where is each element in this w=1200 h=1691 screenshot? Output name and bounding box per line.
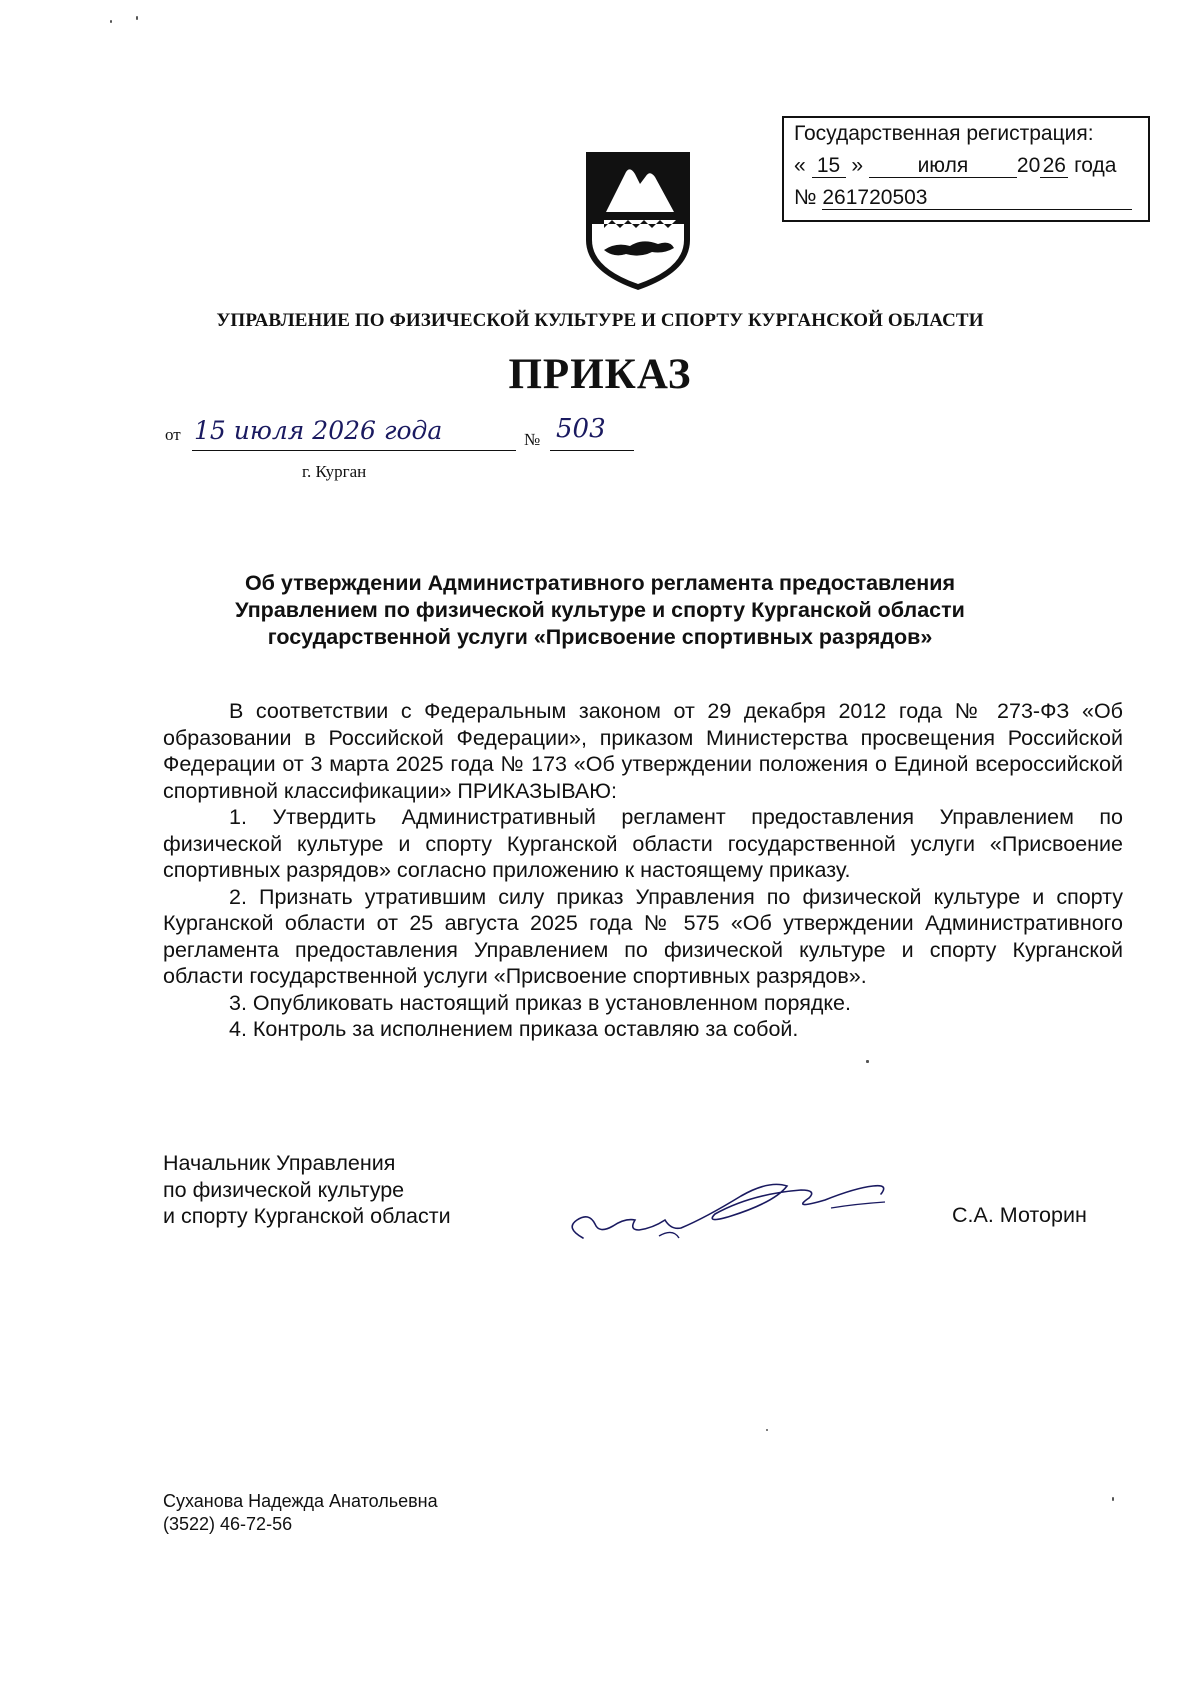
subject-line: Об утверждении Административного регламента предоставления <box>244 571 956 595</box>
order-subject <box>160 570 1040 651</box>
handwritten-order-number: 503 <box>556 414 606 444</box>
handwritten-signature <box>555 1158 935 1248</box>
signer-name: С.А. Моторин <box>952 1203 1087 1227</box>
handwritten-date: 15 июля 2026 года <box>194 416 443 445</box>
subject-line: государственной услуги «Присвоение спортивных разрядов» <box>267 625 933 649</box>
registration-open-quote: « <box>794 154 806 177</box>
registration-month: июля <box>869 155 1017 178</box>
executor-name: Суханова Надежда Анатольевна <box>163 1491 438 1511</box>
registration-number-line <box>794 186 1132 210</box>
signer-position <box>163 1150 451 1230</box>
order-number-field <box>550 414 634 451</box>
executor-info <box>163 1490 438 1536</box>
registration-number-label: № <box>794 186 817 209</box>
subject-line: Управлением по физической культуре и спорту Курганской области <box>235 598 965 622</box>
order-item: 3. Опубликовать настоящий приказ в установленном порядке. <box>229 990 851 1015</box>
scan-speck <box>1112 1497 1114 1501</box>
signer-position-line: Начальник Управления <box>163 1151 396 1175</box>
document-type-title: ПРИКАЗ <box>508 351 692 398</box>
city: г. Курган <box>302 462 367 481</box>
registration-year-word: года <box>1074 154 1117 177</box>
scan-speck <box>110 20 112 23</box>
executor-phone: (3522) 46-72-56 <box>163 1514 293 1534</box>
registration-title: Государственная регистрация: <box>794 122 1094 145</box>
order-number-label: № <box>524 430 541 449</box>
scan-speck <box>766 1429 768 1431</box>
coat-of-arms-icon <box>582 150 694 292</box>
order-body <box>163 698 1123 1043</box>
order-item: 2. Признать утратившим силу приказ Управления по физической культуре и спорту Курганской области от 25 августа 2025 года № 575 «Об утверждении Административного регламента предоставления Управлением по физической культуре и спорту Курганской области государственной услуги «Присвоение спортивных разрядов». <box>163 884 1123 988</box>
registration-date-line <box>794 154 1144 178</box>
registration-number: 261720503 <box>822 187 1132 210</box>
organization-name: УПРАВЛЕНИЕ ПО ФИЗИЧЕСКОЙ КУЛЬТУРЕ И СПОРТУ КУРГАНСКОЙ ОБЛАСТИ <box>216 310 984 331</box>
order-item: 4. Контроль за исполнением приказа оставляю за собой. <box>229 1017 799 1041</box>
registration-year-prefix: 20 <box>1016 154 1041 177</box>
date-field <box>192 416 516 451</box>
registration-year-suffix: 26 <box>1040 155 1068 178</box>
order-item: 1. Утвердить Административный регламент предоставления Управлением по физической культуре и спорту Курганской области государственной услуги «Присвоение спортивных разрядов» согласно приложению к настоящему приказу. <box>163 805 1123 882</box>
preamble: В соответствии с Федеральным законом от 29 декабря 2012 года № 273-ФЗ «Об образовании в Российской Федерации», приказом Министерства просвещения Российской Федерации от 3 марта 2025 года № 173 «Об утверждении положения о Единой всероссийской спортивной классификации» ПРИКАЗЫВАЮ: <box>163 699 1123 803</box>
scan-speck <box>866 1060 869 1063</box>
registration-close-quote: » <box>851 154 864 177</box>
signer-position-line: и спорту Курганской области <box>163 1204 451 1228</box>
registration-box <box>782 116 1150 222</box>
signer-position-line: по физической культуре <box>163 1177 405 1202</box>
registration-day: 15 <box>812 155 846 178</box>
scan-speck <box>136 16 138 20</box>
date-prefix: от <box>165 425 181 444</box>
